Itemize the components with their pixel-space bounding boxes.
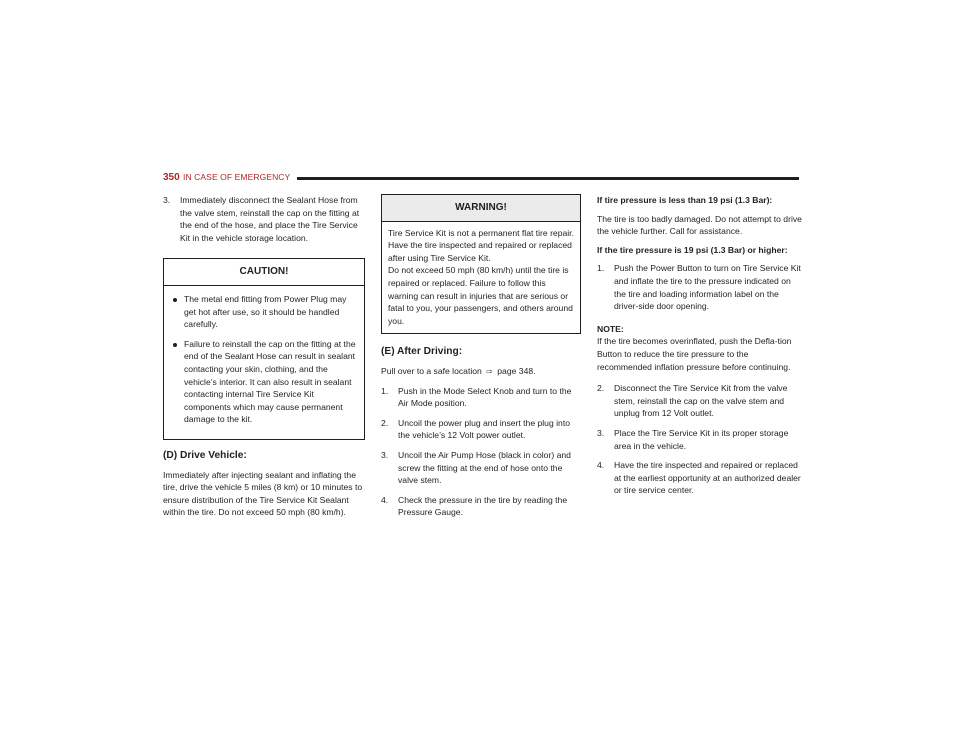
after-driving-intro [381, 365, 581, 379]
step-1 [381, 385, 581, 410]
step-text: Uncoil the power plug and insert the plug into the vehicle’s 12 Volt power outlet. [398, 417, 570, 441]
step-3 [597, 427, 802, 452]
caution-bullet-text: The metal end fitting from Power Plug may get hot after use, so it should be handled carefully. [184, 293, 347, 330]
pressure-ok-heading: If the tire pressure is 19 psi (1.3 Bar) or higher: [597, 244, 788, 255]
section-heading-drive-vehicle: (D) Drive Vehicle: [163, 449, 247, 461]
header-rule [297, 177, 799, 180]
step-number: 1. [597, 263, 605, 274]
step-text: Push the Power Button to turn on Tire Service Kit and inflate the tire to the pressure indicated on the tire and loading information label on the driver-side door opening. [614, 263, 801, 312]
step-4 [381, 494, 581, 519]
step-number: 4. [597, 460, 605, 471]
column-right [597, 194, 802, 504]
step-text: Check the pressure in the tire by reading the Pressure Gauge. [398, 494, 568, 518]
caution-title: CAUTION! [164, 259, 364, 286]
column-left [163, 194, 365, 525]
step-1 [597, 262, 802, 312]
caution-bullet-text: Failure to reinstall the cap on the fitting at the end of the Sealant Hose can result in sealant contacting your skin, clothing, and the vehicle’s interior. It can also result in sealant contacting internal Tire Service Kit components which may cause permanent damage to the kit. [184, 338, 356, 425]
step-text: Have the tire inspected and repaired or replaced at the earliest opportunity at an authorized dealer or tire service center. [614, 460, 801, 496]
step-number: 3. [163, 195, 171, 205]
caution-body [164, 286, 364, 439]
step-text: Disconnect the Tire Service Kit from the valve stem, reinstall the cap on the valve stem and unplug from 12 Volt outlet. [614, 383, 788, 419]
step-number: 2. [381, 417, 389, 428]
intro-text: Pull over to a safe location [381, 365, 482, 376]
page-header [163, 172, 799, 186]
bullet-icon [173, 298, 177, 302]
drive-vehicle-text: Immediately after injecting sealant and inflating the tire, drive the vehicle 5 miles (8 km) or 10 minutes to ensure distribution of the Tire Service Kit Sealant within the tire. Do not exceed 50 mph (80 km/h). [163, 469, 363, 518]
page-reference-link[interactable]: page 348. [497, 365, 536, 376]
caution-bullet [172, 293, 356, 331]
step-3 [163, 194, 365, 244]
step-3 [381, 449, 581, 487]
warning-text-2: Do not exceed 50 mph (80 km/h) until the tire is repaired or replaced. Failure to follow this warning can result in injuries that are serious or fatal to you, your passengers, and others around you. [388, 265, 573, 326]
page-number: 350 [163, 172, 180, 183]
step-text: Uncoil the Air Pump Hose (black in color) and screw the fitting at the end of hose onto the valve stem. [398, 449, 571, 486]
step-4 [597, 459, 802, 497]
warning-box [381, 194, 581, 334]
step-2 [381, 417, 581, 442]
step-text: Place the Tire Service Kit in its proper storage area in the vehicle. [614, 427, 789, 451]
bullet-icon [173, 343, 177, 347]
step-number: 4. [381, 494, 389, 505]
page-reference-arrow-icon: ⇨ [486, 366, 493, 376]
caution-bullet [172, 338, 356, 426]
note-label: NOTE: [597, 323, 624, 334]
step-number: 1. [381, 385, 389, 396]
step-number: 3. [381, 449, 389, 460]
step-text: Immediately disconnect the Sealant Hose from the valve stem, reinstall the cap on the fitting at the end of the hose, and place the Tire Service Kit in the vehicle storage location. [180, 195, 360, 243]
step-text: Push in the Mode Select Knob and turn to the Air Mode position. [398, 385, 572, 409]
section-title: IN CASE OF EMERGENCY [183, 172, 291, 182]
column-middle [381, 194, 581, 526]
note [597, 323, 802, 373]
warning-body [382, 222, 580, 334]
caution-box [163, 258, 365, 440]
step-number: 2. [597, 383, 605, 394]
warning-text-1: Tire Service Kit is not a permanent flat tire repair. Have the tire inspected and repaired or replaced after using Tire Service Kit. [388, 227, 574, 263]
step-number: 3. [597, 427, 605, 438]
warning-title: WARNING! [382, 195, 580, 222]
pressure-low-heading: If tire pressure is less than 19 psi (1.3 Bar): [597, 195, 773, 205]
step-2 [597, 382, 802, 420]
pressure-low-text: The tire is too badly damaged. Do not attempt to drive the vehicle further. Call for assistance. [597, 213, 802, 237]
note-text: If the tire becomes overinflated, push the Defla-tion Button to reduce the tire pressure to the recommended inflation pressure before continuing. [597, 336, 792, 372]
section-heading-after-driving: (E) After Driving: [381, 346, 463, 358]
